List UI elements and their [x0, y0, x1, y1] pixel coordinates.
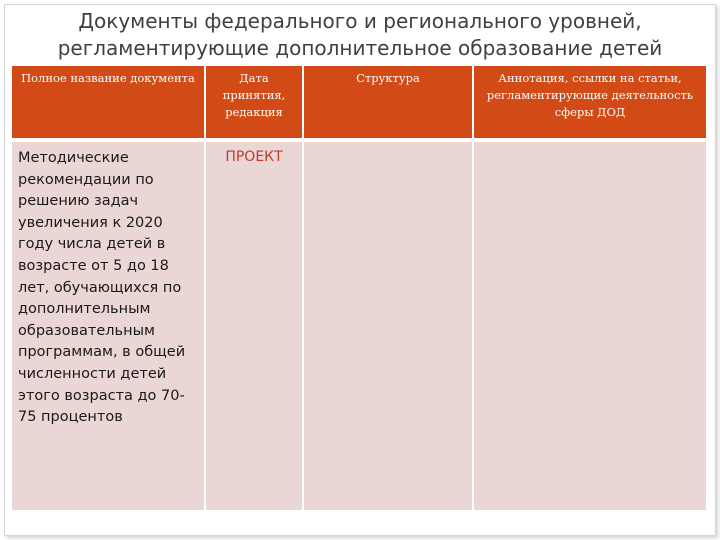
title-line-1: Документы федерального и регионального уровней,: [78, 9, 642, 33]
table-row: [12, 140, 706, 510]
table-header-row: [12, 66, 706, 140]
cell-structure: [303, 140, 473, 510]
cell-document-name: Методические рекомендации по решению задач увеличения к 2020 году числа детей в возрасте от 5 до 18 лет, обучающихся по дополнительным образовательным программам, в общей численности детей этого возраста до 70-75 процентов: [12, 140, 205, 510]
cell-adoption-date: ПРОЕКТ: [205, 140, 303, 510]
header-structure: Структура: [303, 66, 473, 140]
header-annotation: Аннотация, ссылки на статьи, регламентирующие деятельность сферы ДОД: [473, 66, 706, 140]
cell-annotation: [473, 140, 706, 510]
documents-table: [12, 66, 706, 510]
slide-title: [20, 8, 700, 62]
header-adoption-date: Дата принятия, редакция: [205, 66, 303, 140]
header-document-name: Полное название документа: [12, 66, 205, 140]
title-line-2: регламентирующие дополнительное образование детей: [57, 36, 663, 60]
